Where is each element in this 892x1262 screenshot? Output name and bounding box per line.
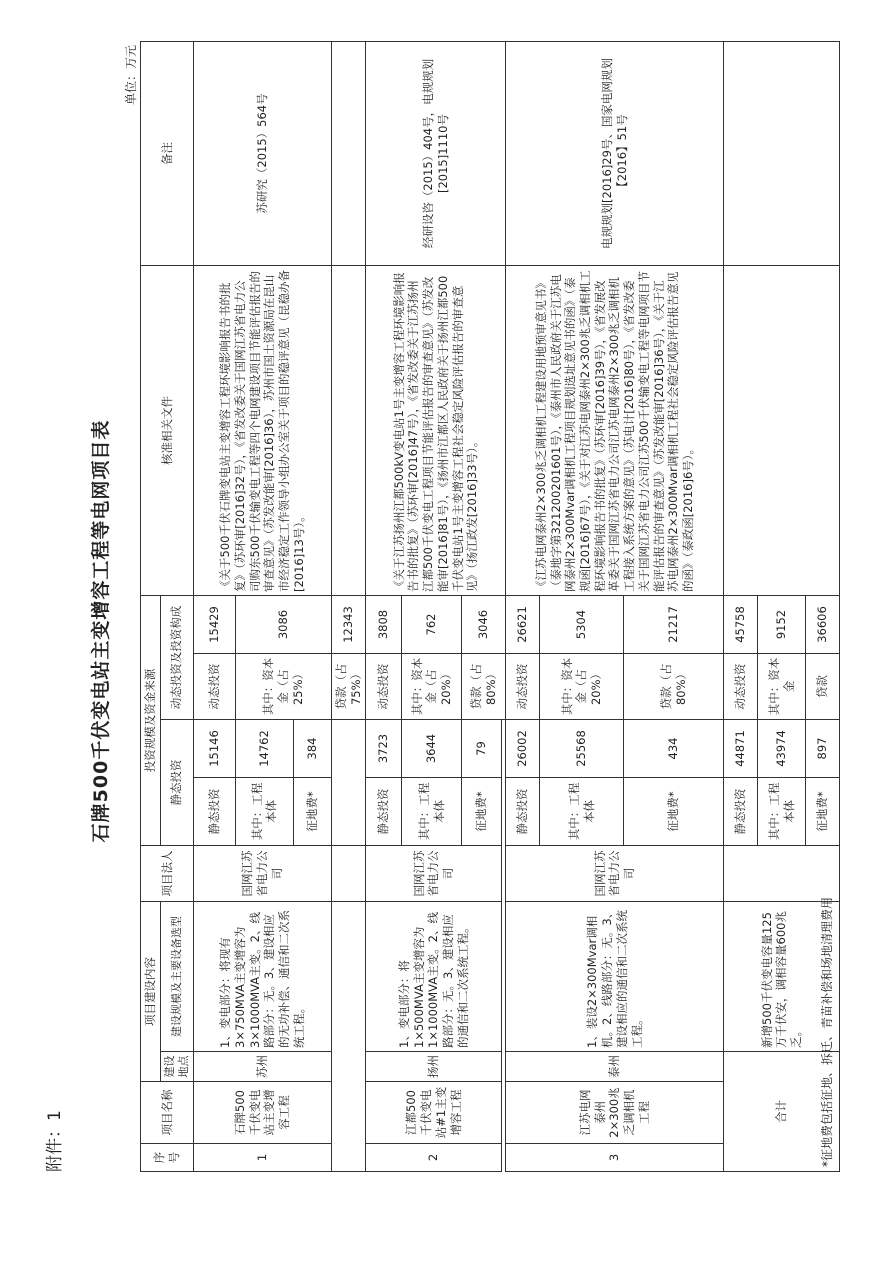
total-scale: 新增500千伏变电容量125万千伏安，调相容量600兆乏。 xyxy=(724,902,840,1052)
row-legal: 国网江苏省电力公司 xyxy=(366,846,502,902)
static-land-label: 征地费* xyxy=(462,778,502,846)
dynamic-loan-value: 3046 xyxy=(462,596,506,654)
dynamic-sub-label: 其中：资本金（占20%） xyxy=(402,654,462,720)
dynamic-loan-label: 贷款（占80%） xyxy=(462,654,506,720)
static-sub-value: 3644 xyxy=(402,720,462,778)
header-seq: 序号 xyxy=(141,1144,194,1172)
static-land-value: 79 xyxy=(462,720,502,778)
row-project-name: 石牌500千伏变电站主变增容工程 xyxy=(193,1082,331,1144)
static-sub-label: 其中：工程本体 xyxy=(540,778,624,846)
dynamic-total-label: 动态投资 xyxy=(193,654,235,720)
header-dynamic: 动态投资及投资构成 xyxy=(160,596,193,720)
header-location: 建设地点 xyxy=(160,1052,193,1082)
table-row xyxy=(331,42,365,1172)
row-scale: 1、装设2×300Mvar调相机。2、线路部分：无。3、建设相应的通信和二次系统工程。 xyxy=(506,902,724,1052)
static-total-value: 3723 xyxy=(366,720,402,778)
header-invest-group: 投资规模及资金来源 xyxy=(141,596,161,846)
static-total-value: 15146 xyxy=(193,720,235,778)
total-dynamic-sub-label: 其中：资本金 xyxy=(758,654,806,720)
dynamic-sub-value: 3086 xyxy=(235,596,331,654)
total-static-sub-value: 43974 xyxy=(758,720,806,778)
dynamic-loan-label: 贷款（占75%） xyxy=(331,654,365,720)
static-total-label: 静态投资 xyxy=(506,778,540,846)
footnote: *征地费包括征地、拆迁、青苗补偿和场地清理费用 xyxy=(820,896,834,1167)
total-static-label: 静态投资 xyxy=(724,778,758,846)
row-location: 泰州 xyxy=(506,1052,724,1082)
dynamic-sub-value: 762 xyxy=(402,596,462,654)
header-legal: 项目法人 xyxy=(141,846,194,902)
static-sub-value: 14762 xyxy=(235,720,293,778)
static-land-value: 384 xyxy=(293,720,331,778)
dynamic-total-label: 动态投资 xyxy=(366,654,402,720)
header-documents: 核准相关文件 xyxy=(141,266,194,596)
attachment-label: 附件：1 xyxy=(45,1110,65,1172)
static-sub-label: 其中：工程本体 xyxy=(235,778,293,846)
dynamic-total-value: 3808 xyxy=(366,596,402,654)
total-loan-value: 36606 xyxy=(806,596,840,654)
row-location: 苏州 xyxy=(193,1052,331,1082)
dynamic-loan-label: 贷款（占80%） xyxy=(624,654,724,720)
total-static-value: 44871 xyxy=(724,720,758,778)
header-static: 静态投资 xyxy=(160,720,193,846)
document-title: 石牌500千伏变电站主变增容工程等电网项目表 xyxy=(90,419,112,843)
static-sub-label: 其中：工程本体 xyxy=(402,778,462,846)
dynamic-sub-label: 其中：资本金（占20%） xyxy=(540,654,624,720)
row-project-name: 江都500千伏变电站#1主变增容工程 xyxy=(366,1082,502,1144)
total-label: 合计 xyxy=(724,1052,840,1172)
static-land-label: 征地费* xyxy=(624,778,724,846)
row-documents: 《江苏电网泰州2×300兆乏调相机工程建设用地预审意见书》（泰地字第321200201601号），《泰州市人民政府关于江苏电网泰州2×300Mvar调相机工程项目规划选址意见书的函》（泰规函[2016]67号），《关于对江苏电网泰州2×300兆乏调相机工程环境影响报告书的批复》（苏环审[2016]39号），《省发展改革委关于国网江苏省电力公司江苏电网泰州2×300兆乏调相机工程接入系统方案的意见》（苏电计[2016]80号），《省发改委关于国网江苏省电力公司江苏500千伏输变电工程等电网项目节能评估报告的审查意见》（苏发改能审[2016]36号），《关于江苏电网泰州2×300Mvar调相机工程社会稳定风险评估报告意见的函》（泰政函[2016]6号）。 xyxy=(506,266,724,596)
total-dynamic-value: 45758 xyxy=(724,596,758,654)
project-table xyxy=(140,41,840,1172)
header-remark: 备注 xyxy=(141,42,194,266)
total-dynamic-sub-value: 9152 xyxy=(758,596,806,654)
unit-label: 单位：万元 xyxy=(124,45,138,106)
row-remark: 电规规划[2016]29号、国家电网规划【2016】51号 xyxy=(506,42,724,266)
total-dynamic-label: 动态投资 xyxy=(724,654,758,720)
total-static-sub-label: 其中：工程本体 xyxy=(758,778,806,846)
total-row xyxy=(724,42,758,1172)
table-row xyxy=(193,42,235,1172)
dynamic-sub-value: 5304 xyxy=(540,596,624,654)
row-scale: 1、变电部分：将现有3×750MVA主变增容为3×1000MVA主变。2、线路部分：无。3、建设相应的无功补偿、通信和二次系统工程。 xyxy=(193,902,331,1052)
total-land-value: 897 xyxy=(806,720,840,778)
header-scale: 建设规模及主要设备选型 xyxy=(160,902,193,1052)
static-total-value: 26002 xyxy=(506,720,540,778)
row-documents: 《关于500千伏石牌变电站主变增容工程环境影响报告书的批复》（苏环审[2016]32号），《省发改委关于国网江苏省电力公司购东500千伏输变电工程等四个电网建设项目节能评估报告的审查意见》（苏发改能审[2016]36），苏州市国土资源局在昆山市经济稳定工作领导小组办公室关于项目的稳评意见（昆稳办备[2016]13号）。 xyxy=(193,266,331,596)
header-name: 项目名称 xyxy=(141,1082,194,1144)
dynamic-loan-value: 12343 xyxy=(331,596,365,654)
row-project-name: 江苏电网泰州2×300兆乏调相机工程 xyxy=(506,1082,724,1144)
row-documents: 《关于江苏扬州江都500kV变电站1号主变增容工程环境影响报告书的批复》（苏环审[2016]47号），《省发改委关于江苏扬州江都500千伏变电工程项目节能评估报告的审查意见》（苏发改能审[2016]81号），《扬州市江都区人民政府关于扬州江都500千伏变电站1号主变增容工程社会稳定风险评估报告的审查意见》（扬江政发[2016]33号）。 xyxy=(366,266,506,596)
row-seq: 3 xyxy=(506,1144,724,1172)
static-total-label: 静态投资 xyxy=(366,778,402,846)
row-remark: 苏研究（2015）564号 xyxy=(193,42,331,266)
table-row xyxy=(366,42,402,1172)
row-legal: 国网江苏省电力公司 xyxy=(193,846,331,902)
static-land-label: 征地费* xyxy=(293,778,331,846)
static-sub-value: 25568 xyxy=(540,720,624,778)
static-total-label: 静态投资 xyxy=(193,778,235,846)
total-loan-label: 贷款 xyxy=(806,654,840,720)
header-row-1 xyxy=(141,42,161,1172)
header-content-group: 项目建设内容 xyxy=(141,902,161,1082)
row-seq: 2 xyxy=(366,1144,502,1172)
table-row xyxy=(506,42,540,1172)
static-land-value: 434 xyxy=(624,720,724,778)
row-remark: 经研设咨（2015）404号，电规规划[2015]1110号 xyxy=(366,42,506,266)
dynamic-total-value: 26621 xyxy=(506,596,540,654)
dynamic-sub-label: 其中：资本金（占25%） xyxy=(235,654,331,720)
row-seq: 1 xyxy=(193,1144,331,1172)
total-land-label: 征地费* xyxy=(806,778,840,846)
dynamic-total-label: 动态投资 xyxy=(506,654,540,720)
row-scale: 1、变电部分：将1×500MVA主变增容为1×1000MVA主变。2、线路部分：无。3、建设相应的通信和二次系统工程。 xyxy=(366,902,502,1052)
row-legal: 国网江苏省电力公司 xyxy=(506,846,724,902)
dynamic-total-value: 15429 xyxy=(193,596,235,654)
dynamic-loan-value: 21217 xyxy=(624,596,724,654)
row-location: 扬州 xyxy=(366,1052,502,1082)
